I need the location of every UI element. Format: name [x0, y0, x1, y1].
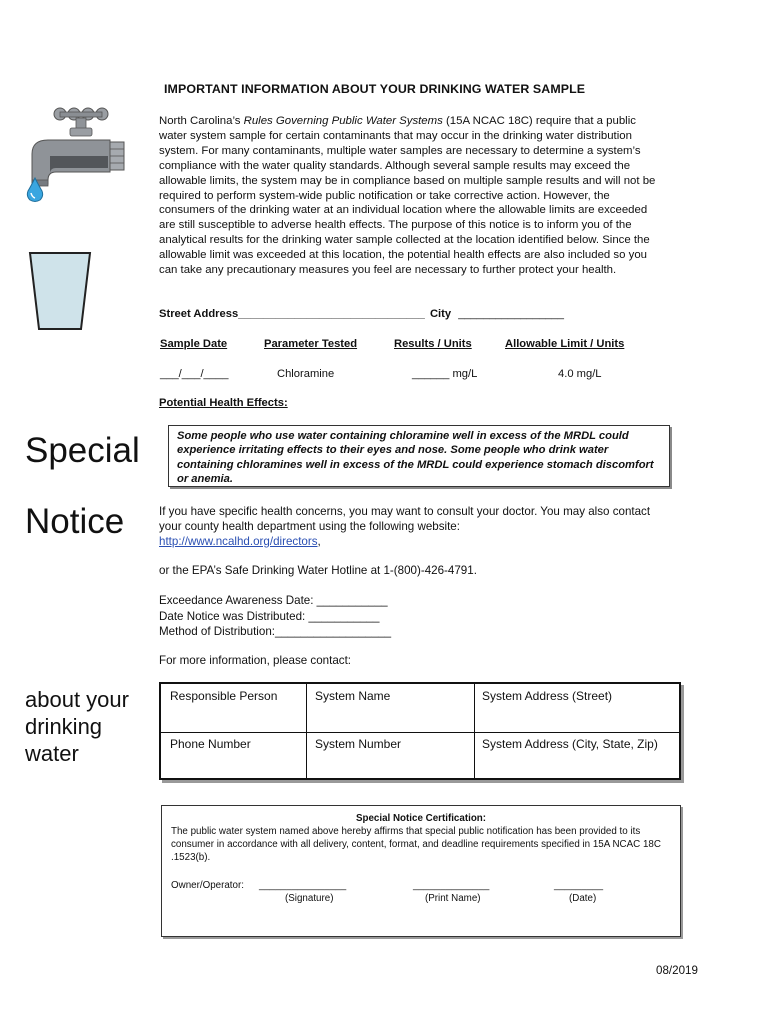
exceedance-date: Exceedance Awareness Date: ___________ [159, 594, 388, 607]
contact-table [159, 682, 681, 780]
epa-hotline: or the EPA’s Safe Drinking Water Hotline at 1-(800)-426-4791. [159, 564, 477, 577]
header-parameter-tested: Parameter Tested [264, 338, 358, 350]
date-blank: _________ [554, 880, 604, 891]
cell-allowable-limit: 4.0 mg/L [558, 368, 602, 380]
intro-paragraph [159, 114, 664, 278]
cell-parameter: Chloramine [277, 368, 335, 380]
cell-sample-date: ___/___/____ [160, 368, 229, 380]
consult-paragraph [159, 504, 664, 549]
health-effects-heading: Potential Health Effects: [159, 397, 288, 409]
city-blank: _________________ [458, 308, 564, 320]
consult-text: If you have specific health concerns, you may want to consult your doctor. You may also contact your county health department using the following website: [159, 505, 651, 533]
side-label-special: Special [25, 431, 140, 470]
more-info-text: For more information, please contact: [159, 654, 352, 667]
side-about-line-1: about your [25, 687, 129, 712]
cell-result: ______ mg/L [412, 368, 478, 380]
table-vline-2 [474, 684, 475, 778]
city-label: City [429, 308, 452, 320]
side-label-about [25, 686, 129, 767]
certification-text: The public water system named above hereby affirms that special public notification has been provided to its consumer in accordance with all delivery, content, format, and deadline requirements specified in 15A NCAC 18C .1523(b). [171, 826, 661, 863]
side-label-notice: Notice [25, 502, 125, 541]
table-hline [161, 732, 679, 733]
side-about-line-2: drinking [25, 714, 103, 739]
side-about-line-3: water [25, 741, 79, 766]
header-results-units: Results / Units [394, 338, 472, 350]
certification-box [161, 805, 681, 937]
header-allowable-limit: Allowable Limit / Units [505, 338, 625, 350]
certification-heading: Special Notice Certification: [355, 813, 487, 824]
table-vline-1 [306, 684, 307, 778]
contact-system-name: System Name [315, 689, 391, 703]
signature-caption: (Signature) [285, 893, 334, 904]
street-address-label: Street Address [159, 308, 239, 320]
water-glass-icon [27, 250, 93, 332]
print-name-caption: (Print Name) [425, 893, 481, 904]
link-suffix: , [317, 535, 321, 548]
contact-responsible-person: Responsible Person [170, 689, 278, 703]
method-of-distribution: Method of Distribution:__________________ [159, 625, 392, 638]
footer-date: 08/2019 [656, 964, 698, 977]
intro-rules-title: Rules Governing Public Water Systems [243, 115, 443, 127]
water-drop-icon [25, 177, 45, 203]
contact-system-address-city: System Address (City, State, Zip) [482, 737, 658, 751]
date-distributed: Date Notice was Distributed: ___________ [159, 609, 380, 623]
street-address-blank: ______________________________ [238, 308, 425, 320]
distribution-info [159, 593, 391, 640]
page-title: IMPORTANT INFORMATION ABOUT YOUR DRINKING WATER SAMPLE [164, 82, 586, 96]
signature-blank: ________________ [259, 880, 347, 891]
address-line [159, 308, 564, 320]
county-health-link[interactable]: http://www.ncalhd.org/directors [159, 535, 318, 548]
contact-system-number: System Number [315, 737, 402, 751]
contact-phone-number: Phone Number [170, 737, 251, 751]
intro-pre: North Carolina’s [159, 115, 244, 127]
intro-post: (15A NCAC 18C) require that a public water system sample for certain contaminants that may occur in the drinking water distribution system. For many contaminants, multiple water samples are necessary to determine a system’s compliance with the water quality standards. Although several sample results may exceed the allowable limits, the system may be in compliance based on multiple sample results and will not be required to perform system-wide public notification or take corrective action. However, the consumers of the drinking water at an individual location where the allowable limits are exceeded are still susceptible to adverse health effects. The purpose of this notice is to inform you of the analytical results for the drinking water sample collected at the location identified below. Since the allowable limit was exceeded at this location, the potential health effects are also included so you can take any precautionary measures you feel are necessary to further protect your health. [159, 115, 656, 277]
print-name-blank: ______________ [413, 880, 490, 891]
contact-system-address-street: System Address (Street) [482, 689, 613, 703]
health-effects-box: Some people who use water containing chloramine well in excess of the MRDL could experience irritating effects to their eyes and nose. Some people who drink water containing chloramines well in excess of the MRDL could experience stomach discomfort or anemia. [168, 425, 670, 487]
date-caption: (Date) [569, 893, 597, 904]
owner-operator-label: Owner/Operator: [171, 880, 244, 891]
header-sample-date: Sample Date [160, 338, 228, 350]
